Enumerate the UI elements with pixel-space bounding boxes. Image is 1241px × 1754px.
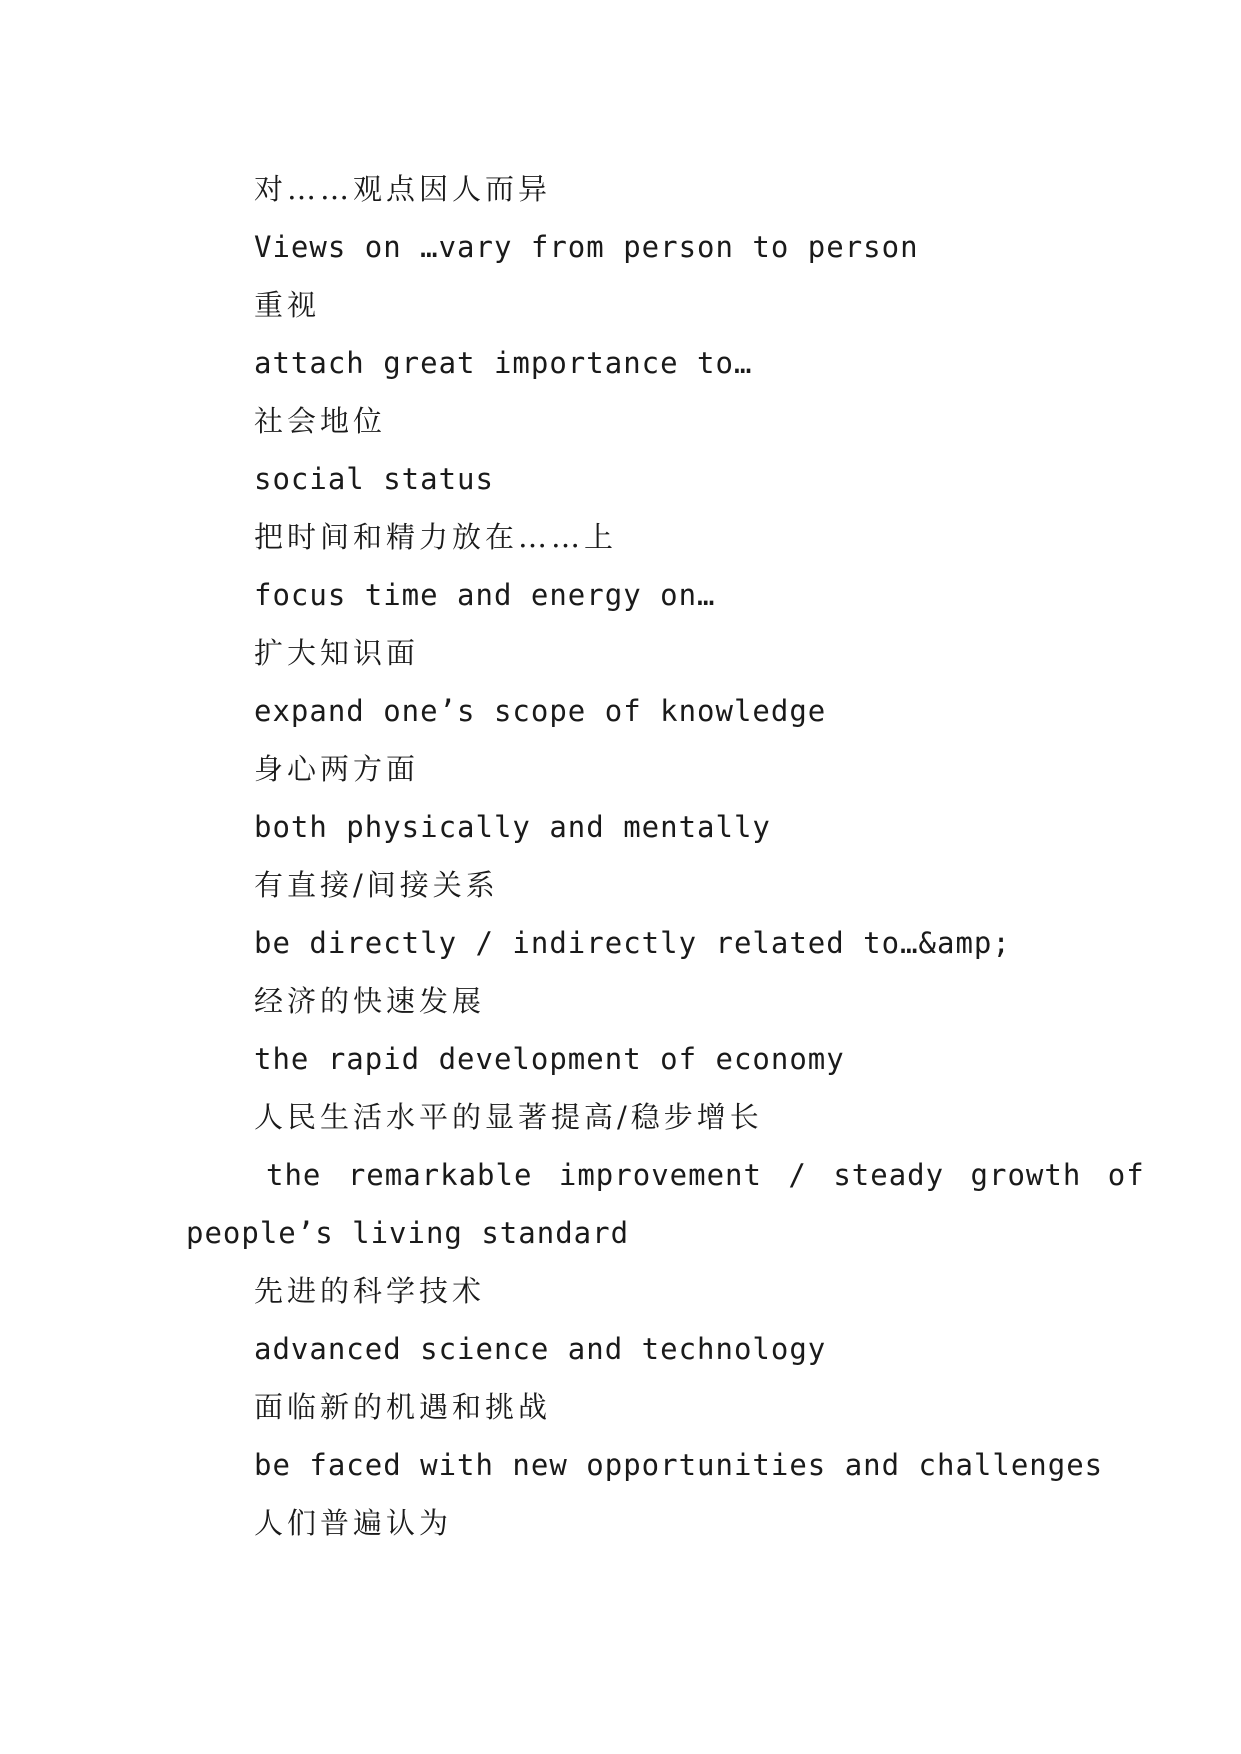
phrase-zh: 重视 [254, 288, 321, 322]
phrase-zh: 社会地位 [254, 404, 387, 438]
phrase-zh: 有直接/间接关系 [254, 868, 499, 902]
phrase-en: advanced science and technology [254, 1332, 827, 1366]
phrase-en-line1: the remarkable improvement / steady growth of [266, 1158, 1145, 1192]
phrase-en: expand one’s scope of knowledge [254, 694, 827, 728]
phrase-en: focus time and energy on… [254, 578, 716, 612]
phrase-en: both physically and mentally [254, 810, 771, 844]
phrase-zh: 身心两方面 [254, 752, 420, 786]
phrase-en: the rapid development of economy [254, 1042, 845, 1076]
phrase-zh: 把时间和精力放在……上 [254, 520, 618, 554]
phrase-zh: 对……观点因人而异 [254, 172, 552, 206]
phrase-en-wrapped [186, 1146, 1145, 1262]
phrase-zh: 经济的快速发展 [254, 984, 486, 1018]
phrase-en: social status [254, 462, 494, 496]
phrase-zh: 先进的科学技术 [254, 1274, 486, 1308]
phrase-en-line2: people’s living standard [186, 1216, 630, 1250]
phrase-zh-last: 人们普遍认为 [254, 1506, 453, 1540]
phrase-en: attach great importance to… [254, 346, 753, 380]
phrase-list [186, 160, 1145, 1552]
phrase-en: Views on …vary from person to person [254, 230, 919, 264]
phrase-en: be faced with new opportunities and challenges [254, 1448, 1104, 1482]
phrase-zh: 面临新的机遇和挑战 [254, 1390, 552, 1424]
phrase-zh: 扩大知识面 [254, 636, 420, 670]
phrase-en: be directly / indirectly related to…&amp; [254, 926, 1011, 960]
phrase-zh: 人民生活水平的显著提高/稳步增长 [254, 1100, 763, 1134]
